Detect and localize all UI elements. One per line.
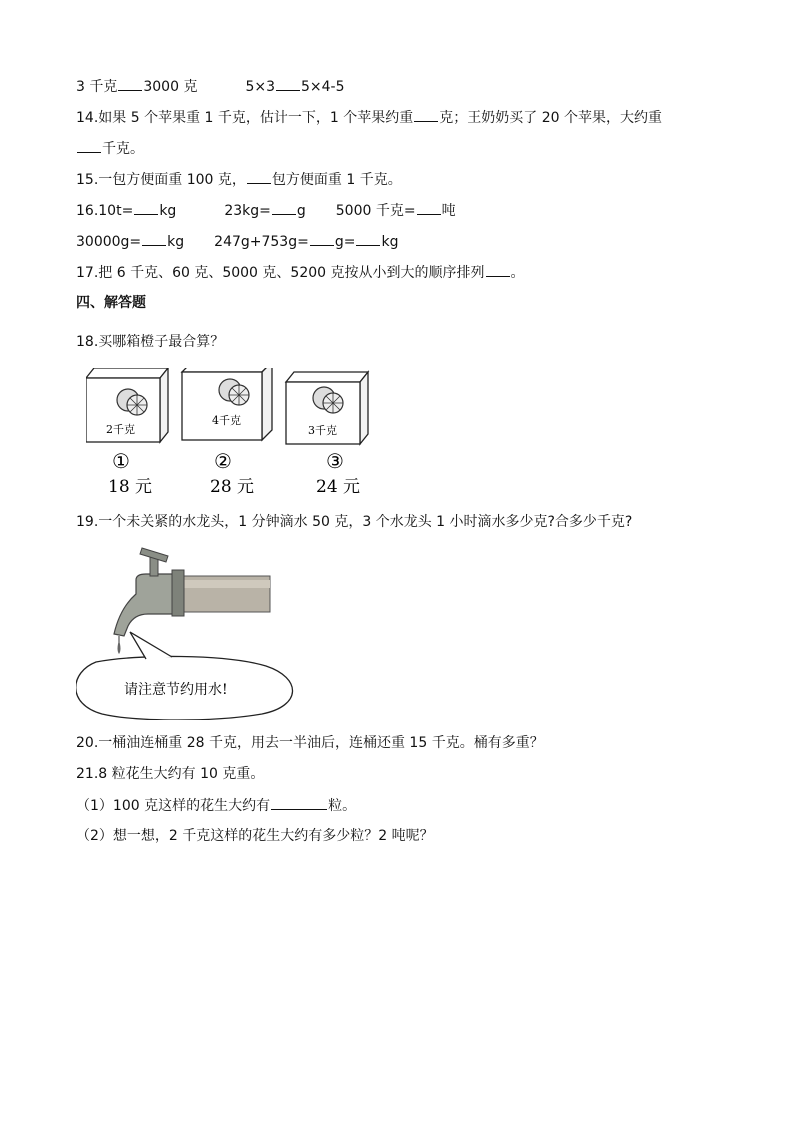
text: 247g+753g= — [214, 234, 309, 250]
text: 吨 — [441, 203, 456, 219]
faucet-figure — [76, 538, 298, 720]
text: 千克。 — [102, 141, 144, 157]
answer-blank[interactable] — [276, 76, 300, 91]
orange-box-1[interactable] — [86, 368, 168, 497]
answer-blank[interactable] — [118, 76, 142, 91]
question-16 — [76, 200, 456, 221]
answer-blank[interactable] — [77, 138, 101, 153]
text: 30000g= — [76, 234, 142, 250]
question-21-2: （2）想一想，2 千克这样的花生大约有多少粒？2 吨呢？ — [76, 828, 434, 844]
box-number: ① — [112, 449, 130, 473]
orange-box-3[interactable] — [286, 372, 368, 497]
text: 16.10t= — [76, 203, 134, 219]
question-17 — [76, 262, 525, 283]
text: 克；王奶奶买了 20 个苹果，大约重 — [439, 110, 662, 126]
bubble-text: 请注意节约用水! — [124, 682, 228, 698]
box-number: ② — [214, 449, 232, 473]
answer-blank[interactable] — [271, 795, 327, 810]
text: 5×4-5 — [301, 79, 345, 95]
faucet-icon — [114, 574, 176, 636]
water-drop-icon — [118, 640, 121, 654]
answer-blank[interactable] — [486, 262, 510, 277]
answer-blank[interactable] — [272, 200, 296, 215]
answer-blank[interactable] — [134, 200, 158, 215]
answer-blank[interactable] — [310, 231, 334, 246]
text: 包方便面重 1 千克。 — [271, 172, 402, 188]
box-weight-label: 4千克 — [212, 414, 241, 427]
question-14 — [76, 107, 662, 128]
text: 15.一包方便面重 100 克， — [76, 172, 246, 188]
text: 粒。 — [328, 798, 357, 814]
text: kg — [167, 234, 185, 250]
comparison-line — [76, 76, 345, 97]
text: g — [296, 203, 306, 219]
orange-box-2[interactable] — [182, 368, 272, 497]
orange-boxes-figure — [86, 368, 376, 498]
question-19: 19.一个未关紧的水龙头，1 分钟滴水 50 克，3 个水龙头 1 小时滴水多少克?合多少千克? — [76, 514, 633, 530]
text: kg — [159, 203, 177, 219]
text: 3000 克 — [143, 79, 198, 95]
text: 14.如果 5 个苹果重 1 千克，估计一下，1 个苹果约重 — [76, 110, 414, 126]
question-21-1 — [76, 795, 356, 816]
text: 5000 千克= — [335, 203, 416, 219]
text: kg — [381, 234, 399, 250]
question-15 — [76, 169, 402, 190]
section-heading: 四、解答题 — [76, 295, 146, 311]
box-number: ③ — [326, 449, 344, 473]
box-price: 18 元 — [108, 477, 153, 497]
question-20: 20.一桶油连桶重 28 千克，用去一半油后，连桶还重 15 千克。桶有多重？ — [76, 735, 544, 751]
question-18: 18.买哪箱橙子最合算？ — [76, 334, 225, 350]
answer-blank[interactable] — [142, 231, 166, 246]
answer-blank[interactable] — [247, 169, 271, 184]
box-weight-label: 3千克 — [308, 424, 337, 437]
question-21: 21.8 粒花生大约有 10 克重。 — [76, 766, 265, 782]
text: 23kg= — [224, 203, 271, 219]
box-price: 24 元 — [316, 477, 361, 497]
text: 17.把 6 千克、60 克、5000 克、5200 克按从小到大的顺序排列 — [76, 265, 485, 281]
text: 3 千克 — [76, 79, 118, 95]
question-16-cont — [76, 231, 398, 252]
question-14-cont — [76, 138, 144, 159]
text: 。 — [510, 265, 525, 281]
box-weight-label: 2千克 — [106, 423, 135, 436]
text: （1）100 克这样的花生大约有 — [76, 798, 271, 814]
answer-blank[interactable] — [356, 231, 380, 246]
text: 5×3 — [245, 79, 275, 95]
text: g= — [334, 234, 356, 250]
answer-blank[interactable] — [417, 200, 441, 215]
answer-blank[interactable] — [414, 107, 438, 122]
box-price: 28 元 — [210, 477, 255, 497]
